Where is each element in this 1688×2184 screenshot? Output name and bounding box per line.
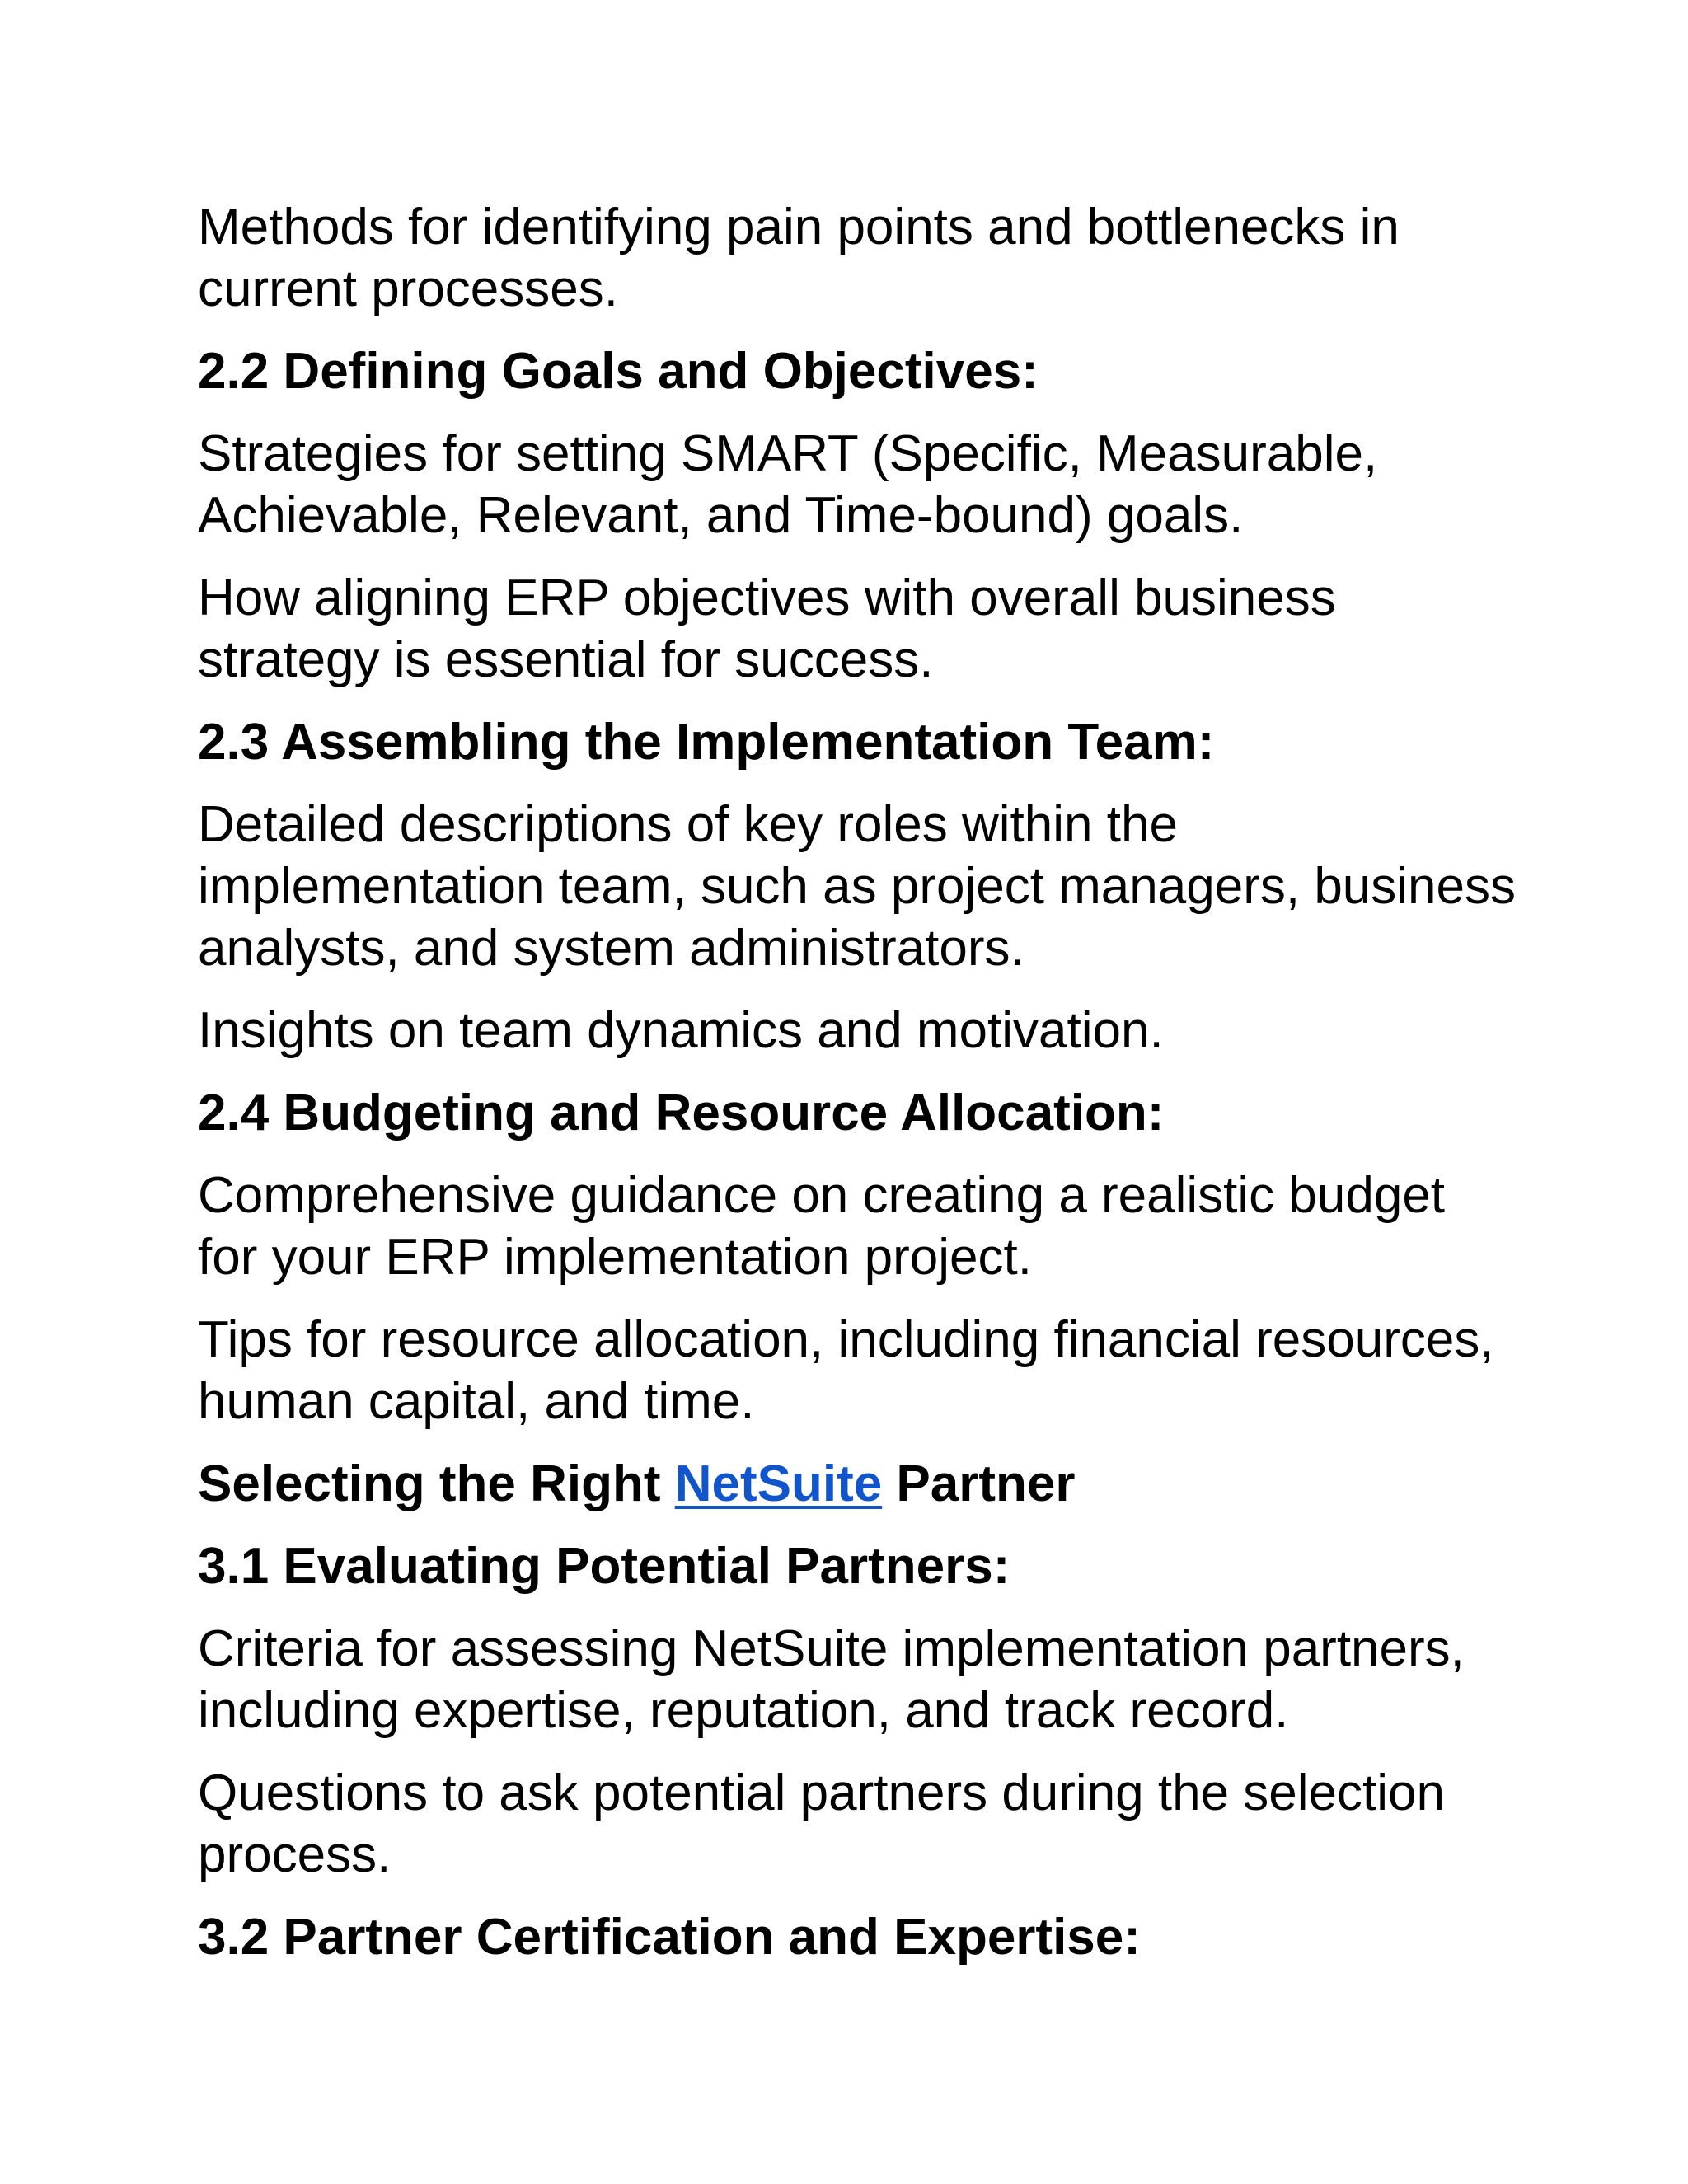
paragraph-resource-allocation: Tips for resource allocation, including financial resources, human capital, and time. (198, 1311, 1494, 1430)
heading-section-3-before: Selecting the Right (198, 1455, 675, 1512)
paragraph-budget: Comprehensive guidance on creating a realistic budget for your ERP implementation project. (198, 1167, 1446, 1286)
heading-3-2: 3.2 Partner Certification and Expertise: (198, 1909, 1141, 1966)
paragraph-key-roles: Detailed descriptions of key roles within the implementation team, such as project managers, business analysts, and system administrators. (198, 796, 1517, 977)
heading-2-4: 2.4 Budgeting and Resource Allocation: (198, 1085, 1165, 1141)
heading-section-3-after: Partner (882, 1455, 1076, 1512)
paragraph-team-dynamics: Insights on team dynamics and motivation. (198, 1002, 1164, 1059)
paragraph-questions: Questions to ask potential partners during the selection process. (198, 1765, 1446, 1883)
netsuite-link[interactable]: NetSuite (674, 1455, 883, 1512)
paragraph-pain-points: Methods for identifying pain points and bottlenecks in current processes. (198, 199, 1400, 317)
paragraph-smart-goals: Strategies for setting SMART (Specific, Measurable, Achievable, Relevant, and Time-bound) goals. (198, 425, 1378, 544)
paragraph-criteria: Criteria for assessing NetSuite implementation partners, including expertise, reputation, and track record. (198, 1620, 1465, 1739)
heading-3-1: 3.1 Evaluating Potential Partners: (198, 1538, 1010, 1595)
document-page (198, 196, 1517, 1989)
heading-2-2: 2.2 Defining Goals and Objectives: (198, 343, 1039, 400)
paragraph-aligning-erp: How aligning ERP objectives with overall business strategy is essential for success. (198, 569, 1336, 688)
heading-2-3: 2.3 Assembling the Implementation Team: (198, 714, 1215, 771)
heading-section-3 (198, 1453, 1517, 1515)
